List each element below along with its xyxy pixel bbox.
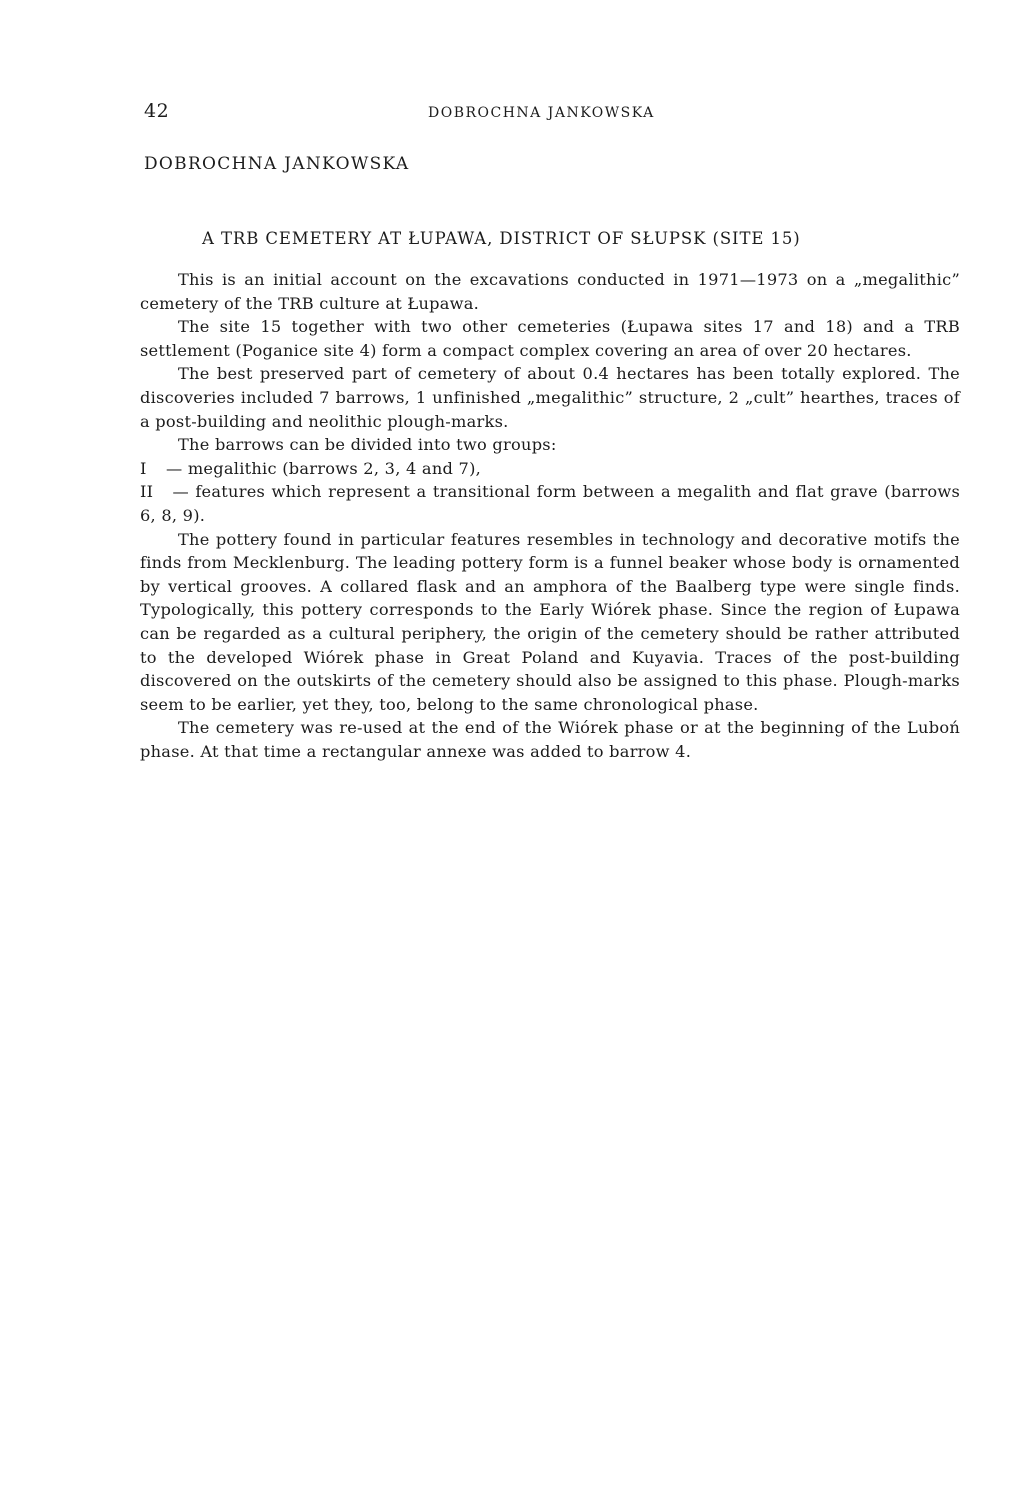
- running-title: DOBROCHNA JANKOWSKA: [428, 105, 655, 121]
- group-numeral: II: [140, 482, 154, 502]
- paragraph: The best preserved part of cemetery of about 0.4 hectares has been totally explored. The discoveries included 7 barrows, 1 unfinished „megalithic” structure, 2 „cult” hearthes, traces of a post-building and neolithic plough-marks.: [140, 364, 960, 431]
- paragraph: The site 15 together with two other cemeteries (Łupawa sites 17 and 18) and a TRB settlement (Poganice site 4) form a compact complex covering an area of over 20 hectares.: [140, 317, 960, 360]
- paragraph: The pottery found in particular features resembles in technology and decorative motifs the finds from Mecklenburg. The leading pottery form is a funnel beaker whose body is ornamented by vertical grooves. A collared flask and an amphora of the Baalberg type were single finds. Typologically, this pottery corresponds to the Early Wiórek phase. Since the region of Łupawa can be regarded as a cultural periphery, the origin of the cemetery should be rather attributed to the developed Wiórek phase in Great Poland and Kuyavia. Traces of the post-building discovered on the outskirts of the cemetery should also be assigned to this phase. Plough-marks seem to be earlier, yet they, too, belong to the same chronological phase.: [140, 529, 960, 714]
- group-numeral: I: [140, 458, 147, 478]
- group-item: [140, 480, 960, 527]
- running-header: [140, 100, 960, 128]
- paragraph: This is an initial account on the excavations conducted in 1971—1973 on a „megalithic” cemetery of the TRB culture at Łupawa.: [140, 270, 960, 313]
- article-body: [140, 268, 960, 763]
- paragraph: The cemetery was re-used at the end of the Wiórek phase or at the beginning of the Luboń phase. At that time a rectangular annexe was added to barrow 4.: [140, 718, 960, 761]
- group-item: [140, 457, 960, 481]
- paragraph: The barrows can be divided into two groups:: [178, 435, 557, 455]
- article-title: A TRB CEMETERY AT ŁUPAWA, DISTRICT OF SŁUPSK (SITE 15): [202, 229, 801, 248]
- article-author: DOBROCHNA JANKOWSKA: [144, 154, 410, 174]
- page-number: 42: [144, 100, 170, 122]
- group-description: — megalithic (barrows 2, 3, 4 and 7),: [166, 458, 482, 478]
- group-description: — features which represent a transitional form between a megalith and flat grave (barrows 6, 8, 9).: [140, 482, 960, 525]
